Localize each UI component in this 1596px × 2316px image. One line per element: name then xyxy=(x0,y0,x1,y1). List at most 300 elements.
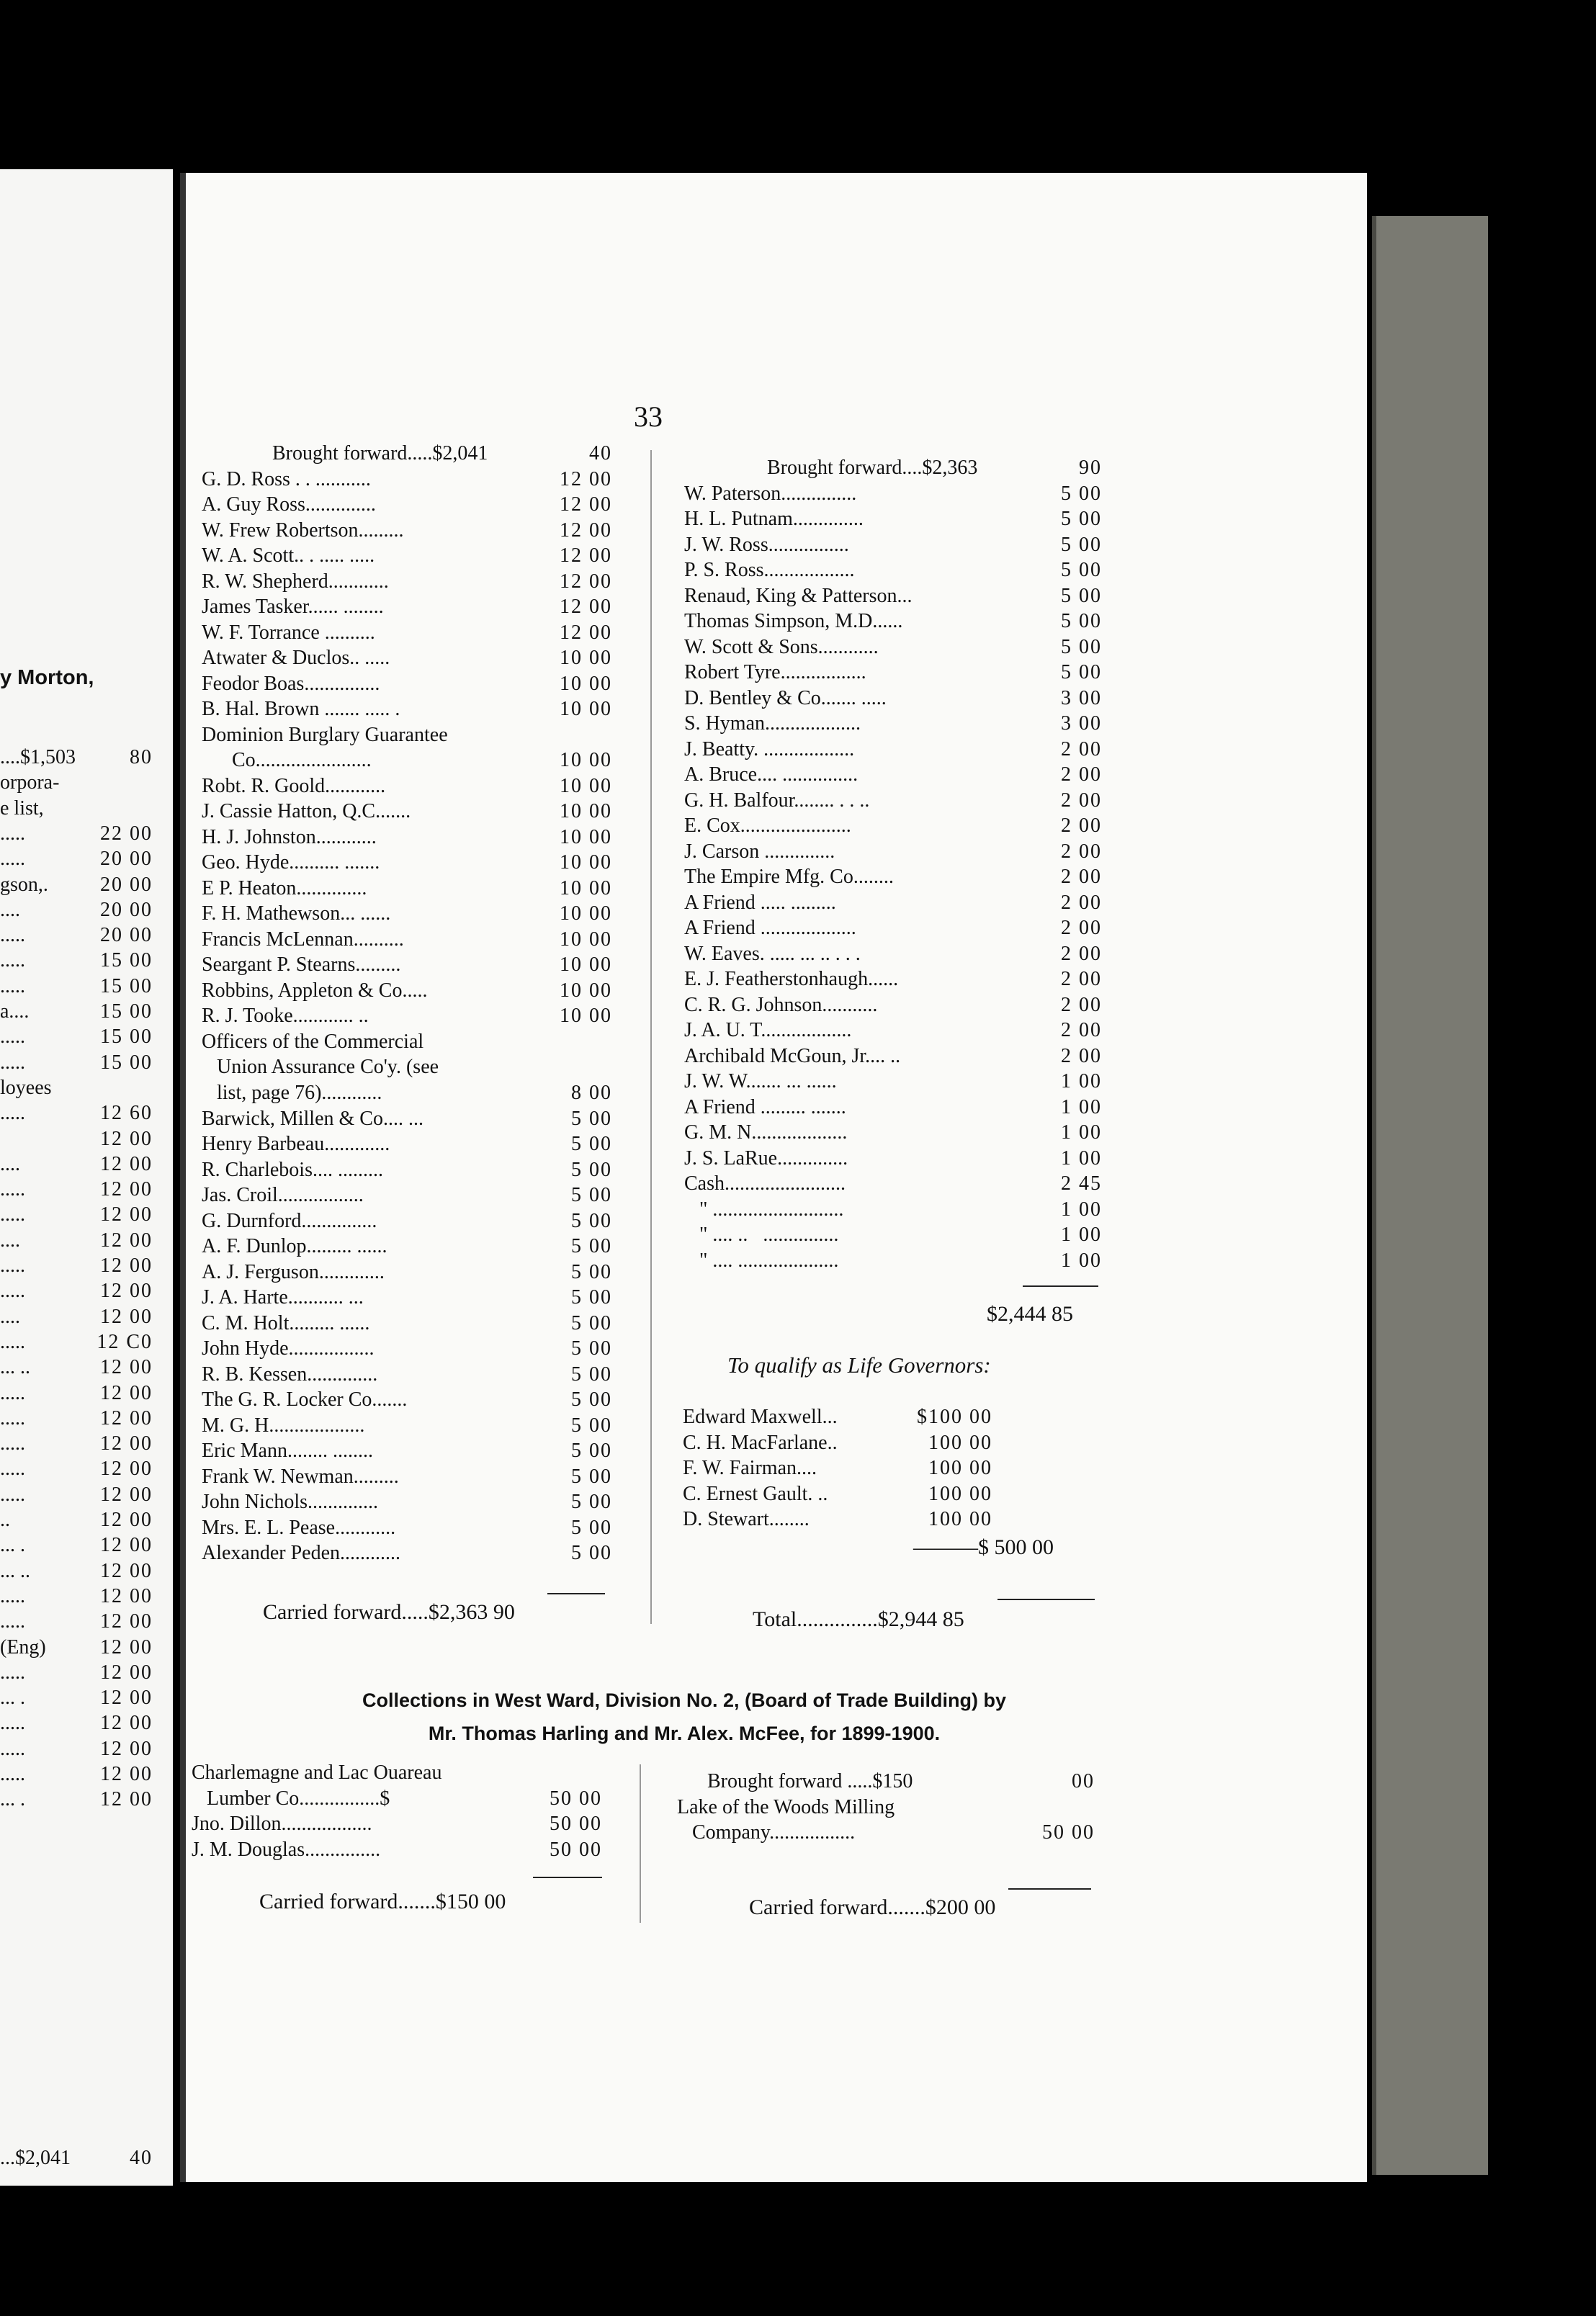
entry-name: W. Frew Robertson......... xyxy=(202,519,404,542)
entry-name: Charlemagne and Lac Ouareau xyxy=(192,1761,442,1784)
entry-amount: 2 00 xyxy=(1061,891,1102,914)
left-fragment-row xyxy=(0,1254,153,1278)
left-fragment-label: ..... xyxy=(0,1483,25,1506)
entry-amount: 5 00 xyxy=(1061,533,1102,556)
entry-name: C. Ernest Gault. .. xyxy=(683,1482,828,1505)
entry-amount: $100 00 xyxy=(917,1406,992,1428)
entry-name: J. Carson .............. xyxy=(684,840,835,863)
left-fragment-row xyxy=(0,1101,153,1126)
left-fragment-label: gson,. xyxy=(0,873,48,896)
entry-name: Robert Tyre................. xyxy=(684,661,866,683)
left-fragment-label: ..... xyxy=(0,949,25,972)
ledger-row xyxy=(684,1171,1102,1197)
entry-amount: 5 00 xyxy=(571,1337,612,1360)
left-fragment-label: .... xyxy=(0,898,20,921)
entry-amount: 5 00 xyxy=(571,1414,612,1437)
ledger-row xyxy=(202,876,612,902)
entry-amount: 12 00 xyxy=(560,570,612,593)
entry-name: Henry Barbeau............. xyxy=(202,1133,390,1155)
ledger-row xyxy=(684,686,1102,712)
left-fragment-row xyxy=(0,1355,153,1380)
left-fragment-label: .... xyxy=(0,1152,20,1175)
left-fragment-amount: 12 00 xyxy=(100,1127,153,1150)
entry-amount: 5 00 xyxy=(1061,584,1102,607)
entry-amount: 5 00 xyxy=(1061,635,1102,658)
entry-name: E. J. Featherstonhaugh...... xyxy=(684,968,899,990)
left-fragment-amount: 12 00 xyxy=(100,1584,153,1607)
entry-amount: 2 00 xyxy=(1061,737,1102,760)
entry-amount: 5 00 xyxy=(1061,559,1102,581)
ledger-row xyxy=(684,1043,1102,1069)
ledger-row xyxy=(677,1795,1095,1821)
left-fragment-label: ..... xyxy=(0,1661,25,1684)
entry-amount: 00 xyxy=(1072,1770,1095,1792)
entry-amount: 2 00 xyxy=(1061,1044,1102,1067)
entry-name: Robbins, Appleton & Co..... xyxy=(202,979,428,1002)
entry-amount: 5 00 xyxy=(1061,661,1102,683)
ledger-row xyxy=(684,557,1102,583)
ledger-row xyxy=(684,609,1102,634)
ledger-row xyxy=(202,1464,612,1490)
ledger-row xyxy=(202,1438,612,1464)
entry-amount: 100 00 xyxy=(928,1482,992,1505)
left-fragment-row xyxy=(0,923,153,948)
page-number: 33 xyxy=(634,400,663,433)
entry-amount: 5 00 xyxy=(571,1440,612,1462)
ledger-row xyxy=(677,1769,1095,1795)
entry-amount: 2 00 xyxy=(1061,942,1102,965)
entry-name: E. Cox...................... xyxy=(684,814,851,837)
left-fragment-row xyxy=(0,1686,153,1710)
ledger-row xyxy=(202,1029,612,1106)
entry-name: Robt. R. Goold............ xyxy=(202,774,386,797)
ledger-row xyxy=(684,890,1102,916)
left-fragment-row xyxy=(0,1000,153,1024)
section2-left-carried: Carried forward.......$150 00 xyxy=(259,1890,506,1913)
entry-amount: 5 00 xyxy=(571,1363,612,1386)
ledger-row xyxy=(684,481,1102,507)
entry-name: J. W. Ross................ xyxy=(684,533,849,556)
grand-total-rule xyxy=(998,1599,1095,1600)
left-fragment-row xyxy=(0,1584,153,1609)
left-fragment-label: ..... xyxy=(0,1381,25,1404)
ledger-row xyxy=(202,825,612,850)
left-fragment-row xyxy=(0,1229,153,1253)
ledger-row xyxy=(202,927,612,953)
left-fragment-amount: 12 00 xyxy=(100,1610,153,1633)
entry-amount: 2 00 xyxy=(1061,917,1102,939)
entry-amount: 3 00 xyxy=(1061,712,1102,735)
entry-name: H. L. Putnam.............. xyxy=(684,508,864,530)
entry-name: J. M. Douglas............... xyxy=(192,1838,381,1861)
left-fragment-amount: 15 00 xyxy=(100,1000,153,1023)
entry-name: Frank W. Newman......... xyxy=(202,1465,399,1488)
ledger-column-1 xyxy=(202,441,612,1566)
entry-amount: 5 00 xyxy=(571,1465,612,1488)
entry-amount: 2 00 xyxy=(1061,840,1102,863)
entry-name: J. Beatty. .................. xyxy=(684,737,855,760)
left-fragment-row xyxy=(0,1610,153,1634)
left-fragment-row xyxy=(0,1483,153,1507)
entry-amount: 10 00 xyxy=(560,672,612,695)
ledger-row xyxy=(684,839,1102,865)
ledger-row xyxy=(684,915,1102,941)
left-fragment-label: ..... xyxy=(0,1102,25,1125)
ledger-row xyxy=(202,1260,612,1285)
ledger-column-2 xyxy=(684,455,1102,1273)
entry-name: Geo. Hyde.......... ....... xyxy=(202,851,380,874)
entry-amount: 10 00 xyxy=(560,825,612,848)
left-fragment-label: ..... xyxy=(0,848,25,871)
ledger-row xyxy=(684,941,1102,967)
entry-amount: 5 00 xyxy=(1061,482,1102,505)
ledger-row xyxy=(202,850,612,876)
ledger-row xyxy=(202,978,612,1004)
entry-amount: 2 45 xyxy=(1061,1172,1102,1195)
ledger-row xyxy=(202,467,612,493)
left-fragment-amount: 15 00 xyxy=(100,949,153,972)
entry-name: " .... .................... xyxy=(684,1249,839,1272)
ledger-row xyxy=(202,1131,612,1157)
entry-name: J. Cassie Hatton, Q.C....... xyxy=(202,800,411,822)
entry-amount: 100 00 xyxy=(928,1508,992,1530)
left-fragment-amount: 12 00 xyxy=(100,1712,153,1735)
col1-total-rule xyxy=(547,1593,605,1594)
entry-name: E P. Heaton.............. xyxy=(202,876,367,899)
entry-amount: 12 00 xyxy=(560,621,612,644)
entry-amount: 2 00 xyxy=(1061,866,1102,888)
ledger-row xyxy=(684,532,1102,558)
life-governors-heading: To qualify as Life Governors: xyxy=(727,1352,991,1378)
left-fragment-row xyxy=(0,771,153,795)
left-fragment-row xyxy=(0,1737,153,1761)
left-fragment-label: ... .. xyxy=(0,1559,30,1582)
entry-name: G. M. N................... xyxy=(684,1121,848,1144)
ledger-row xyxy=(192,1837,602,1863)
left-fragment-amount: 12 00 xyxy=(100,1788,153,1811)
ledger-row xyxy=(202,518,612,544)
left-heading: y Morton, xyxy=(0,666,94,689)
entry-name: D. Bentley & Co....... ..... xyxy=(684,686,887,709)
entry-name: F. H. Mathewson... ...... xyxy=(202,902,391,925)
ledger-row xyxy=(684,1197,1102,1223)
entry-amount: 50 00 xyxy=(550,1813,602,1835)
entry-amount: 5 00 xyxy=(1061,508,1102,530)
entry-amount: 5 00 xyxy=(571,1491,612,1513)
entry-name: W. Paterson............... xyxy=(684,482,857,505)
entry-amount: 10 00 xyxy=(560,953,612,976)
entry-name: Lumber Co................$ xyxy=(192,1787,390,1810)
left-fragment-label: ..... xyxy=(0,1712,25,1735)
entry-name: J. W. W....... ... ...... xyxy=(684,1070,837,1092)
entry-name: D. Stewart........ xyxy=(683,1508,810,1530)
left-fragment-amount: 12 00 xyxy=(100,1687,153,1710)
ledger-row xyxy=(684,1222,1102,1248)
entry-amount: 1 00 xyxy=(1061,1224,1102,1246)
entry-name: Brought forward .....$150 xyxy=(677,1770,913,1792)
left-fragment-row xyxy=(0,1406,153,1431)
ledger-row xyxy=(202,1208,612,1234)
entry-name: A. Guy Ross.............. xyxy=(202,493,376,516)
entry-name: Renaud, King & Patterson... xyxy=(684,584,913,607)
left-fragment-amount: 12 C0 xyxy=(97,1330,153,1353)
grand-total: Total...............$2,944 85 xyxy=(753,1607,964,1631)
section2-right-column xyxy=(677,1769,1095,1846)
section2-right-carried: Carried forward.......$200 00 xyxy=(749,1895,996,1919)
left-fragment-amount: 12 00 xyxy=(100,1661,153,1684)
entry-amount: 5 00 xyxy=(1061,610,1102,632)
left-fragment-amount: 22 00 xyxy=(100,822,153,845)
left-total: ...$2,041 40 xyxy=(0,2147,153,2169)
entry-amount: 5 00 xyxy=(571,1542,612,1564)
left-fragment-label: ... .. xyxy=(0,1356,30,1379)
ledger-row xyxy=(202,1234,612,1260)
entry-name: John Hyde................. xyxy=(202,1337,375,1360)
left-fragment-label: ..... xyxy=(0,1584,25,1607)
entry-amount: 2 00 xyxy=(1061,763,1102,786)
column-divider xyxy=(650,450,652,1624)
col1-carried-forward: Carried forward.....$2,363 90 xyxy=(263,1600,515,1624)
entry-name: R. B. Kessen.............. xyxy=(202,1363,378,1386)
entry-amount: 2 00 xyxy=(1061,968,1102,990)
ledger-row xyxy=(684,1069,1102,1095)
entry-name: Officers of the Commercial Union Assurance Co'y. (see list, page 76)............ xyxy=(202,1030,439,1104)
ledger-row xyxy=(683,1481,992,1507)
left-fragment-row xyxy=(0,1076,153,1100)
left-fragment-row xyxy=(0,1305,153,1329)
left-fragment-label: ..... xyxy=(0,822,25,845)
left-fragment-label: .... xyxy=(0,1229,20,1252)
entry-name: J. A. U. T.................. xyxy=(684,1019,852,1041)
ledger-row xyxy=(684,864,1102,890)
ledger-row xyxy=(202,645,612,671)
entry-amount: 5 00 xyxy=(571,1260,612,1283)
left-fragment-label: ... . xyxy=(0,1687,25,1710)
entry-name: Atwater & Duclos.. ..... xyxy=(202,647,390,669)
left-fragment-row xyxy=(0,1152,153,1177)
left-fragment-label: ..... xyxy=(0,1330,25,1353)
left-fragment-amount: 12 00 xyxy=(100,1737,153,1760)
left-fragment-label: ..... xyxy=(0,1432,25,1455)
entry-amount: 10 00 xyxy=(560,851,612,874)
entry-name: W. F. Torrance .......... xyxy=(202,621,375,644)
ledger-row xyxy=(684,1248,1102,1274)
left-fragment-row xyxy=(0,1203,153,1227)
ledger-row xyxy=(202,1362,612,1388)
entry-amount: 1 00 xyxy=(1061,1070,1102,1092)
entry-name: A. Bruce.... ............... xyxy=(684,763,858,786)
left-page-fragment xyxy=(0,169,173,2186)
left-fragment-row xyxy=(0,1762,153,1787)
left-fragment-label: ..... xyxy=(0,1763,25,1785)
entry-name: Company................. xyxy=(677,1821,856,1844)
entry-amount: 1 00 xyxy=(1061,1121,1102,1144)
left-fragment-amount: 12 00 xyxy=(100,1280,153,1303)
ledger-row xyxy=(684,711,1102,737)
entry-amount: 50 00 xyxy=(550,1838,602,1861)
entry-name: Francis McLennan.......... xyxy=(202,928,404,951)
entry-amount: 10 00 xyxy=(560,902,612,925)
ledger-row xyxy=(684,966,1102,992)
left-fragment-row xyxy=(0,1508,153,1532)
entry-amount: 10 00 xyxy=(560,876,612,899)
entry-name: " .......................... xyxy=(684,1198,844,1221)
entry-amount: 5 00 xyxy=(571,1107,612,1130)
entry-name: A Friend ......... ....... xyxy=(684,1095,846,1118)
left-fragment-row xyxy=(0,1533,153,1558)
left-fragment-label: ..... xyxy=(0,1737,25,1760)
ledger-row xyxy=(202,1106,612,1132)
ledger-row xyxy=(202,901,612,927)
left-fragment-label: ..... xyxy=(0,1025,25,1049)
entry-amount: 12 00 xyxy=(560,596,612,618)
ledger-row xyxy=(202,1489,612,1515)
left-fragment-row xyxy=(0,822,153,846)
entry-name: G. Durnford............... xyxy=(202,1209,377,1232)
left-fragment-row xyxy=(0,948,153,973)
left-fragment-row xyxy=(0,1559,153,1584)
entry-name: Feodor Boas............... xyxy=(202,672,380,695)
entry-amount: 12 00 xyxy=(560,493,612,516)
left-fragment-amount: 12 00 xyxy=(100,1635,153,1659)
entry-name: Mrs. E. L. Pease............ xyxy=(202,1516,396,1539)
entry-amount: 2 00 xyxy=(1061,789,1102,812)
entry-amount: 1 00 xyxy=(1061,1095,1102,1118)
left-fragment-amount: 12 00 xyxy=(100,1534,153,1557)
entry-name: Jno. Dillon.................. xyxy=(192,1813,372,1835)
entry-amount: 1 00 xyxy=(1061,1249,1102,1272)
entry-amount: 12 00 xyxy=(560,519,612,542)
entry-amount: 1 00 xyxy=(1061,1198,1102,1221)
ledger-row xyxy=(202,543,612,569)
entry-amount: 5 00 xyxy=(571,1158,612,1181)
ledger-row xyxy=(202,1182,612,1208)
left-fragment-row xyxy=(0,1279,153,1303)
entry-name: A. J. Ferguson............. xyxy=(202,1260,385,1283)
entry-name: Dominion Burglary Guarantee Co....................... xyxy=(202,723,448,771)
ledger-row xyxy=(684,737,1102,763)
brought-forward-row: Brought forward.....$2,041 40 xyxy=(272,442,612,464)
governors-total: ———$ 500 00 xyxy=(913,1535,1054,1559)
left-fragment-row xyxy=(0,796,153,821)
ledger-row xyxy=(684,583,1102,609)
entry-name: James Tasker...... ........ xyxy=(202,596,384,618)
ledger-row xyxy=(202,1413,612,1439)
ledger-row xyxy=(202,952,612,978)
left-fragment-amount: 12 00 xyxy=(100,1305,153,1328)
entry-name: G. D. Ross . . ........... xyxy=(202,467,371,490)
left-fragment-row xyxy=(0,1457,153,1481)
entry-amount: 3 00 xyxy=(1061,686,1102,709)
ledger-row xyxy=(202,1540,612,1566)
section2-left-column xyxy=(192,1760,602,1862)
left-fragment-label: ..... xyxy=(0,1203,25,1226)
left-fragment-amount: 12 00 xyxy=(100,1763,153,1785)
ledger-row xyxy=(677,1820,1095,1846)
left-fragment-amount: 15 00 xyxy=(100,974,153,997)
entry-amount: 10 00 xyxy=(560,647,612,669)
entry-name: B. Hal. Brown ....... ..... . xyxy=(202,698,400,720)
ledger-row xyxy=(202,492,612,518)
entry-name: R. W. Shepherd............ xyxy=(202,570,389,593)
ledger-row xyxy=(202,671,612,697)
entry-name: W. Eaves. ..... ... .. . . . xyxy=(684,942,861,965)
left-fragment-amount: 12 00 xyxy=(100,1458,153,1481)
ledger-row xyxy=(684,506,1102,532)
entry-amount: 100 00 xyxy=(928,1457,992,1479)
entry-amount: 10 00 xyxy=(560,774,612,797)
entry-amount: 100 00 xyxy=(928,1431,992,1454)
left-fragment-label: loyees xyxy=(0,1076,52,1099)
left-fragment-label: orpora- xyxy=(0,771,60,794)
ledger-row xyxy=(202,594,612,620)
ledger-row xyxy=(192,1811,602,1837)
left-fragment-row xyxy=(0,1177,153,1202)
ledger-row xyxy=(684,762,1102,788)
left-fragment-label: .... xyxy=(0,1305,20,1328)
entry-amount: 10 00 xyxy=(560,1005,612,1027)
left-fragment-amount: 80 xyxy=(130,746,153,768)
left-fragment-row xyxy=(0,898,153,923)
entry-amount: 5 00 xyxy=(571,1184,612,1206)
ledger-row xyxy=(684,660,1102,686)
left-fragment-row xyxy=(0,1661,153,1685)
entry-name: The Empire Mfg. Co........ xyxy=(684,866,894,888)
entry-amount: 10 00 xyxy=(560,749,612,771)
left-fragment-amount: 12 00 xyxy=(100,1406,153,1429)
section2-divider xyxy=(640,1764,641,1923)
left-fragment-label: ..... xyxy=(0,1610,25,1633)
entry-name: Eric Mann........ ........ xyxy=(202,1440,373,1462)
left-fragment-row xyxy=(0,1711,153,1736)
left-fragment-row xyxy=(0,1051,153,1075)
entry-name: J. A. Harte........... ... xyxy=(202,1286,364,1309)
entry-name: Archibald McGoun, Jr.... .. xyxy=(684,1044,901,1067)
entry-name: C. M. Holt......... ...... xyxy=(202,1311,370,1334)
entry-amount: 5 00 xyxy=(571,1133,612,1155)
entry-amount: 12 00 xyxy=(560,544,612,567)
section-heading: Collections in West Ward, Division No. 2, (Board of Trade Building) by Mr. Thomas Harling and Mr. Alex. McFee, for 1899-1900. xyxy=(362,1689,1007,1744)
entry-name: W. A. Scott.. . ..... ..... xyxy=(202,544,375,567)
book-edge xyxy=(1372,216,1488,2175)
left-fragment-amount: 12 00 xyxy=(100,1432,153,1455)
entry-name: A Friend ................... xyxy=(684,917,856,939)
entry-name: Thomas Simpson, M.D...... xyxy=(684,610,903,632)
left-fragment-label: ..... xyxy=(0,1280,25,1303)
ledger-row xyxy=(683,1455,992,1481)
left-fragment-label: ..... xyxy=(0,974,25,997)
ledger-row xyxy=(684,1018,1102,1043)
entry-amount: 12 00 xyxy=(560,467,612,490)
entry-name: Seargant P. Stearns......... xyxy=(202,953,401,976)
entry-amount: 2 00 xyxy=(1061,814,1102,837)
left-fragment-amount: 12 00 xyxy=(100,1229,153,1252)
left-fragment-amount: 12 00 xyxy=(100,1356,153,1379)
left-fragment-row xyxy=(0,1635,153,1660)
left-fragment-row xyxy=(0,847,153,871)
entry-amount: 5 00 xyxy=(571,1286,612,1309)
entry-amount: 10 00 xyxy=(560,928,612,951)
entry-name: J. S. LaRue.............. xyxy=(684,1146,848,1170)
ledger-row xyxy=(684,1120,1102,1146)
entry-name: John Nichols.............. xyxy=(202,1491,378,1513)
left-fragment-label: ... . xyxy=(0,1534,25,1557)
entry-amount: 5 00 xyxy=(571,1388,612,1411)
ledger-row xyxy=(192,1760,602,1786)
entry-name: The G. R. Locker Co....... xyxy=(202,1388,408,1411)
left-fragment-label: ..... xyxy=(0,924,25,947)
ledger-row xyxy=(683,1404,992,1430)
